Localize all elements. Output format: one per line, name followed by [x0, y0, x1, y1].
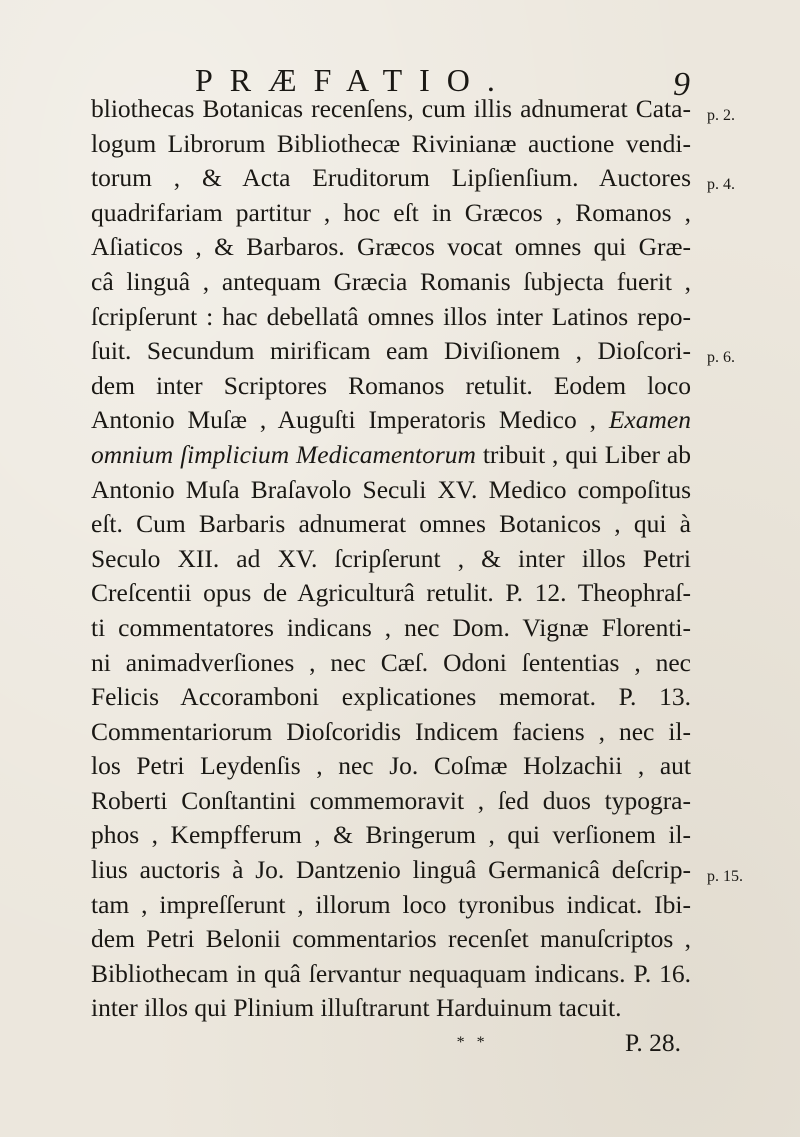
page-number: 9 — [673, 66, 690, 103]
text-line: bliothecas Botanicas recenſens, cum illis adnumerat Cata- — [91, 94, 691, 123]
text-line: Bibliothecam in quâ ſervantur nequaquam indicans. P. 16. — [91, 958, 691, 988]
italic-title-end: omnium ſimplicium Medicamentorum — [91, 439, 476, 469]
text-line-head: Antonio Muſæ , Auguſti Imperatoris Medico , — [91, 405, 596, 435]
text-line: dem Petri Belonii commentarios recenſet manuſcriptos , — [91, 924, 691, 954]
catchword: P. 28. — [625, 1028, 681, 1058]
text-line: Aſiaticos , & Barbaros. Græcos vocat omnes qui Græ- — [91, 232, 691, 262]
margin-note: p. 15. — [707, 868, 743, 885]
text-line: quadrifariam partitur , hoc eſt in Græcos , Romanos , — [91, 197, 691, 227]
text-line: Antonio Muſa Braſavolo Seculi XV. Medico compoſitus — [91, 474, 691, 504]
text-line: Roberti Conſtantini commemoravit , ſed duos typogra- — [91, 785, 691, 815]
text-line-with-italic — [91, 403, 691, 438]
text-line: torum , & Acta Eruditorum Lipſienſium. Auctores — [91, 163, 691, 193]
text-line: eſt. Cum Barbaris adnumerat omnes Botanicos , qui à — [91, 509, 691, 539]
signature-mark: * * — [456, 1034, 489, 1052]
text-line: dem inter Scriptores Romanos retulit. Eodem loco — [91, 370, 691, 400]
text-line: lius auctoris à Jo. Dantzenio linguâ Germanicâ deſcrip- — [91, 855, 691, 885]
running-title: PRÆFATIO. — [195, 62, 512, 98]
text-line: câ linguâ , antequam Græcia Romanis ſubjecta fuerit , — [91, 266, 691, 296]
text-line: Creſcentii opus de Agriculturâ retulit. P. 12. Theophraſ- — [91, 578, 691, 608]
text-line: phos , Kempfferum , & Bringerum , qui verſionem il- — [91, 820, 691, 850]
text-line: los Petri Leydenſis , nec Jo. Coſmæ Holzachii , aut — [91, 751, 691, 781]
text-line: inter illos qui Plinium illuſtrarunt Harduinum tacuit. — [91, 993, 622, 1023]
text-line: Commentariorum Dioſcoridis Indicem faciens , nec il- — [91, 716, 691, 746]
margin-note: p. 4. — [707, 176, 735, 193]
text-line: omnium ſimplicium Medicamentorum tribuit , qui Liber ab — [91, 439, 691, 469]
text-line: Seculo XII. ad XV. ſcripſerunt , & inter illos Petri — [91, 543, 691, 573]
page-footer — [91, 1026, 691, 1061]
text-line: ſcripſerunt : hac debellatâ omnes illos inter Latinos repo- — [91, 301, 691, 331]
text-line: ſuit. Secundum mirificam eam Diviſionem , Dioſcori- — [91, 336, 691, 366]
italic-title-start: Examen — [608, 405, 691, 435]
text-line: ni animadverſiones , nec Cæſ. Odoni ſententias , nec — [91, 647, 691, 677]
text-line: ti commentatores indicans , nec Dom. Vignæ Florenti- — [91, 612, 691, 642]
margin-note: p. 6. — [707, 349, 735, 366]
text-line: tam , impreſſerunt , illorum loco tyronibus indicat. Ibi- — [91, 889, 691, 919]
body-text — [91, 92, 691, 1061]
text-line: logum Librorum Bibliothecæ Rivinianæ auctione vendi- — [91, 128, 691, 158]
margin-note: p. 2. — [707, 107, 735, 124]
text-line: Felicis Accoramboni explicationes memorat. P. 13. — [91, 682, 691, 712]
